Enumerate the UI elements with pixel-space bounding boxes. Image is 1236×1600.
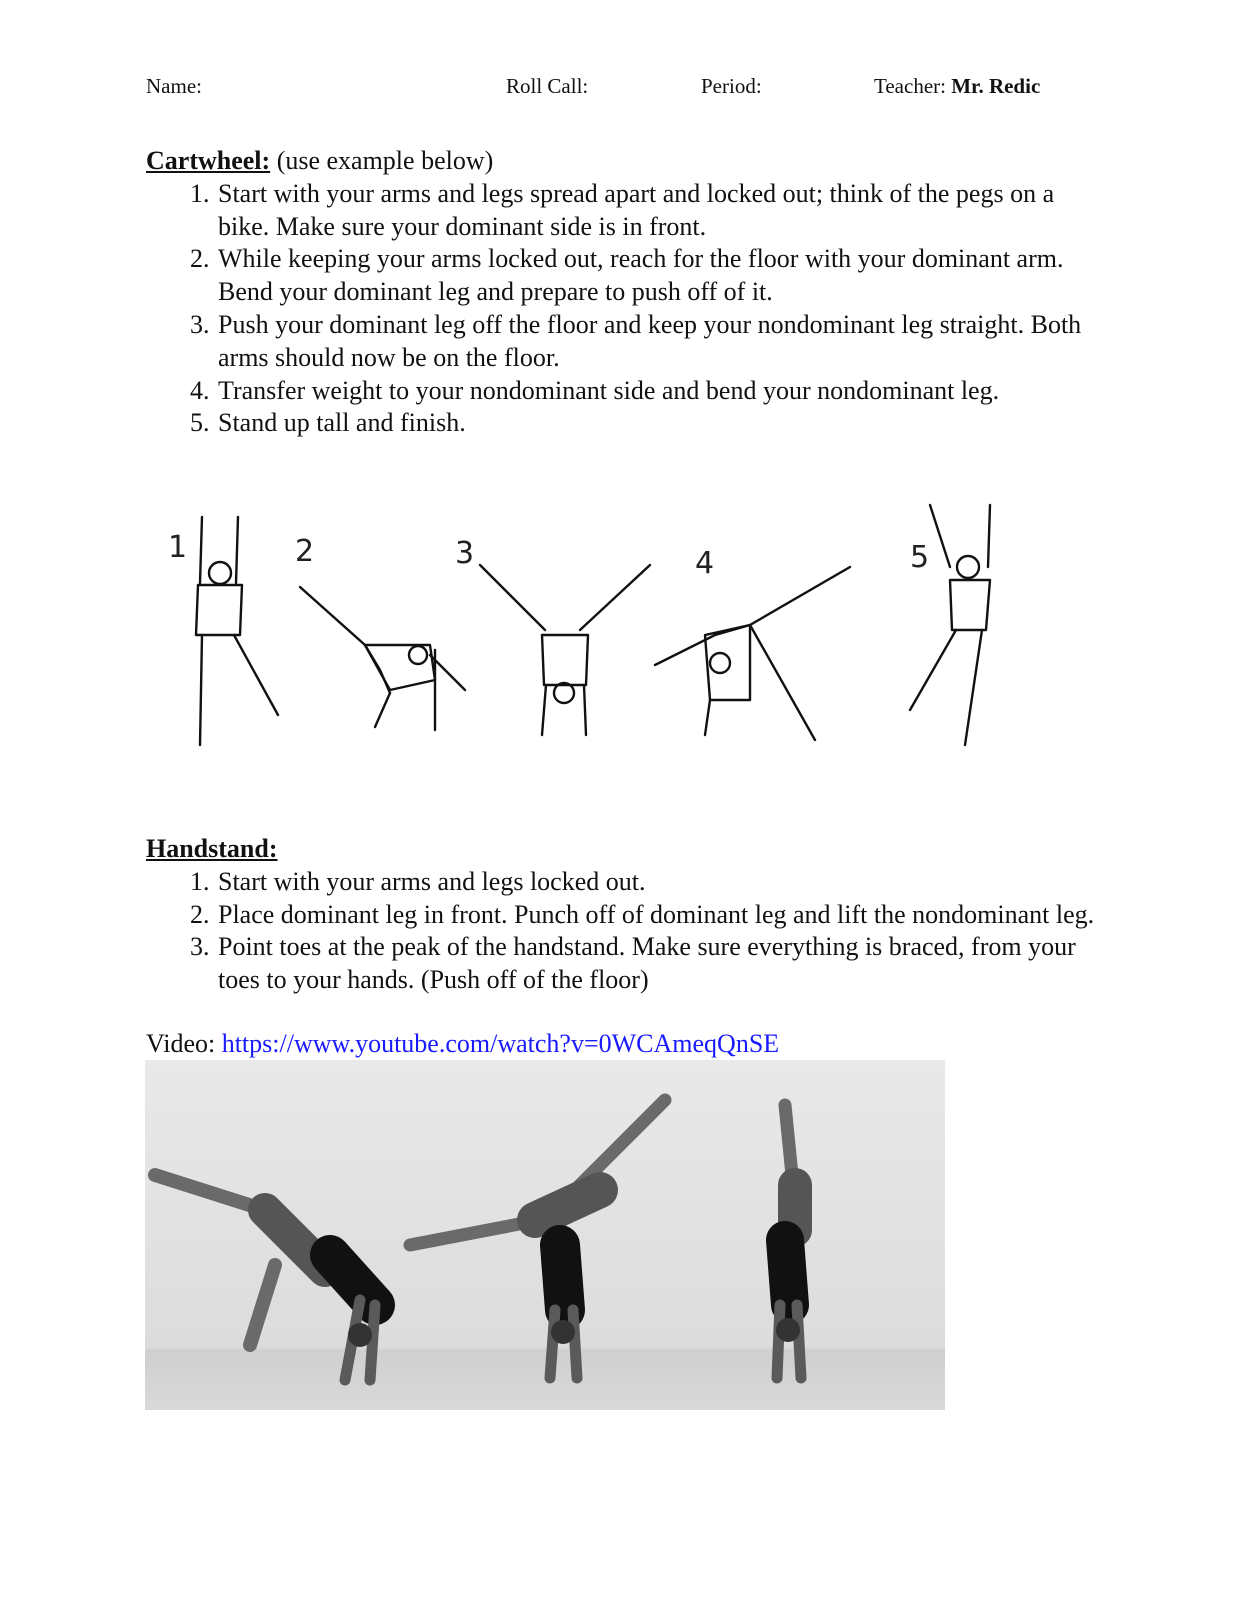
- cartwheel-subtitle: (use example below): [276, 146, 494, 175]
- period-label: Period:: [701, 74, 762, 98]
- figure-label-1: 1: [168, 530, 188, 565]
- worksheet-header: [146, 74, 1086, 104]
- list-item: 5. Stand up tall and finish.: [216, 407, 1096, 440]
- cartwheel-figure-4: [655, 567, 850, 740]
- list-item: 3. Push your dominant leg off the floor and keep your nondominant leg straight. Both arms should now be on the floor.: [216, 309, 1096, 375]
- list-item: 4. Transfer weight to your nondominant side and bend your nondominant leg.: [216, 375, 1096, 408]
- name-label: Name:: [146, 74, 202, 98]
- handstand-figure-3: [776, 1105, 801, 1378]
- handstand-heading: [146, 833, 1096, 866]
- handstand-steps: [146, 866, 1096, 997]
- figure-label-5: 5: [910, 540, 930, 575]
- figure-label-4: 4: [695, 546, 715, 581]
- handstand-figure-2: [410, 1100, 665, 1378]
- cartwheel-section: [146, 145, 1096, 440]
- cartwheel-steps: [146, 178, 1096, 440]
- handstand-title: Handstand:: [146, 834, 278, 863]
- list-item: 2. Place dominant leg in front. Punch off of dominant leg and lift the nondominant leg.: [216, 899, 1096, 932]
- figure-label-2: 2: [295, 534, 315, 569]
- handstand-figure-1: [155, 1175, 375, 1380]
- teacher-field: [874, 74, 1040, 99]
- teacher-label: Teacher:: [874, 74, 946, 98]
- roll-call-label: Roll Call:: [506, 74, 589, 98]
- cartwheel-heading: [146, 145, 1096, 178]
- cartwheel-figure-2: [300, 587, 465, 730]
- video-link[interactable]: https://www.youtube.com/watch?v=0WCAmeqQnSE: [221, 1029, 780, 1058]
- list-item: 1. Start with your arms and legs locked out.: [216, 866, 1096, 899]
- cartwheel-title: Cartwheel:: [146, 146, 271, 175]
- teacher-name: Mr. Redic: [951, 74, 1041, 98]
- list-item: 2. While keeping your arms locked out, reach for the floor with your dominant arm. Bend your dominant leg and prepare to push off of it.: [216, 243, 1096, 309]
- figure-label-3: 3: [455, 536, 475, 571]
- video-label: Video:: [146, 1029, 216, 1058]
- handstand-photo: [145, 1060, 945, 1410]
- list-item: 1. Start with your arms and legs spread apart and locked out; think of the pegs on a bike. Make sure your dominant side is in front.: [216, 178, 1096, 244]
- video-line: [146, 1028, 779, 1060]
- list-item: 3. Point toes at the peak of the handstand. Make sure everything is braced, from your toes to your hands. (Push off of the floor): [216, 931, 1096, 997]
- cartwheel-figure-3: [480, 565, 650, 735]
- cartwheel-figure-1: [196, 517, 278, 745]
- cartwheel-illustration: [150, 495, 1060, 765]
- handstand-section: [146, 833, 1096, 997]
